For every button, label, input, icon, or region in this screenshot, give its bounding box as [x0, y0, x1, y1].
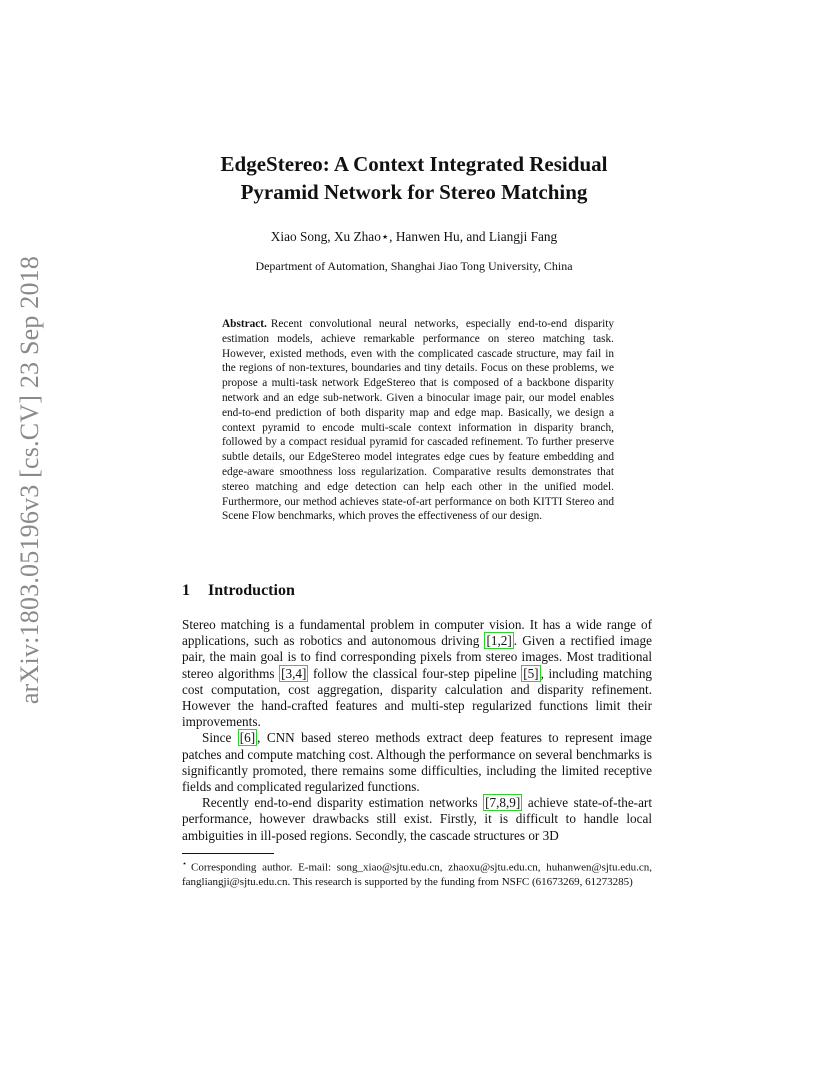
paragraph-3 [182, 795, 652, 844]
citation-link[interactable]: [6] [239, 730, 256, 746]
footnote [182, 857, 652, 889]
citation-link[interactable]: [3,4] [281, 665, 307, 681]
paragraph-text: follow the classical four-step pipeline [308, 665, 522, 681]
paragraph-text: achieve state-of-the-art performance, however drawbacks still exist. Firstly, it is difficult to handle local ambiguities in ill-posed regions. Secondly, the cascade structures or 3D [182, 795, 652, 843]
arxiv-identifier-text: arXiv:1803.05196v3 [cs.CV] 23 Sep 2018 [15, 255, 44, 705]
abstract-label: Abstract. [222, 318, 267, 330]
paragraph-text: . Given a rectified image pair, the main goal is to find corresponding pixels from stereo images. Most traditional stereo algorithms [182, 633, 652, 681]
abstract [222, 317, 614, 524]
affiliation: Department of Automation, Shanghai Jiao Tong University, China [255, 259, 573, 273]
abstract-text: Recent convolutional neural networks, especially end-to-end disparity estimation models, achieve remarkable performance on stereo matching task. However, existed methods, even with the complicated cascade structure, may fail in the regions of non-textures, boundaries and tiny details. Focus on these problems, we propose a multi-task network EdgeStereo that is composed of a backbone disparity network and an edge sub-network. Given a binocular image pair, our model enables end-to-end prediction of both disparity map and edge map. Basically, we design a context pyramid to encode multi-scale context information in disparity branch, followed by a compact residual pyramid for cascaded refinement. To further preserve subtle details, our EdgeStereo model integrates edge cues by feature embedding and edge-aware smoothness loss regularization. Comparative results demonstrates that stereo matching and edge detection can help each other in the unified model. Furthermore, our method achieves state-of-art performance on both KITTI Stereo and Scene Flow benchmarks, which proves the effectiveness of our design. [222, 318, 614, 523]
arxiv-identifier-stamp [15, 255, 44, 705]
citation-link[interactable]: [1,2] [486, 633, 512, 649]
paragraph-text: Recently end-to-end disparity estimation networks [202, 795, 484, 811]
citation-link[interactable]: [5] [523, 665, 539, 681]
paper-title [150, 150, 678, 206]
title-line-1: EdgeStereo: A Context Integrated Residual [220, 152, 608, 176]
footnote-text: Corresponding author. E-mail: song_xiao@sjtu.edu.cn, zhaoxu@sjtu.edu.cn, huhanwen@sjtu.edu.cn, fangliangji@sjtu.edu.cn. This research is supported by the funding from NSFC (61673269, 61273285) [182, 861, 652, 889]
introduction-body [182, 617, 652, 844]
footnote-mark: ⋆ [182, 859, 188, 868]
section-number: 1 [182, 582, 190, 599]
author-list: Xiao Song, Xu Zhao⋆, Hanwen Hu, and Liangji Fang [270, 229, 558, 244]
paragraph-2 [182, 730, 652, 795]
footnote-divider [182, 853, 274, 854]
paragraph-1 [182, 617, 652, 730]
paragraph-text: Since [202, 730, 238, 746]
paragraph-text: Stereo matching is a fundamental problem in computer vision. It has a wide range of applications, such as robotics and autonomous driving [182, 617, 652, 649]
paragraph-text: , CNN based stereo methods extract deep features to represent image patches and compute matching cost. Although the performance on several benchmarks is significantly promoted, there remains some difficulties, including the limited receptive fields and complicated regularized functions. [182, 730, 652, 795]
paragraph-text: , including matching cost computation, cost aggregation, disparity calculation and disparity refinement. However the hand-crafted features and multi-step regularized functions limit their improvements. [182, 665, 653, 730]
title-line-2: Pyramid Network for Stereo Matching [240, 180, 588, 204]
section-heading [182, 582, 295, 600]
citation-link[interactable]: [7,8,9] [485, 795, 521, 811]
section-title: Introduction [208, 582, 295, 599]
